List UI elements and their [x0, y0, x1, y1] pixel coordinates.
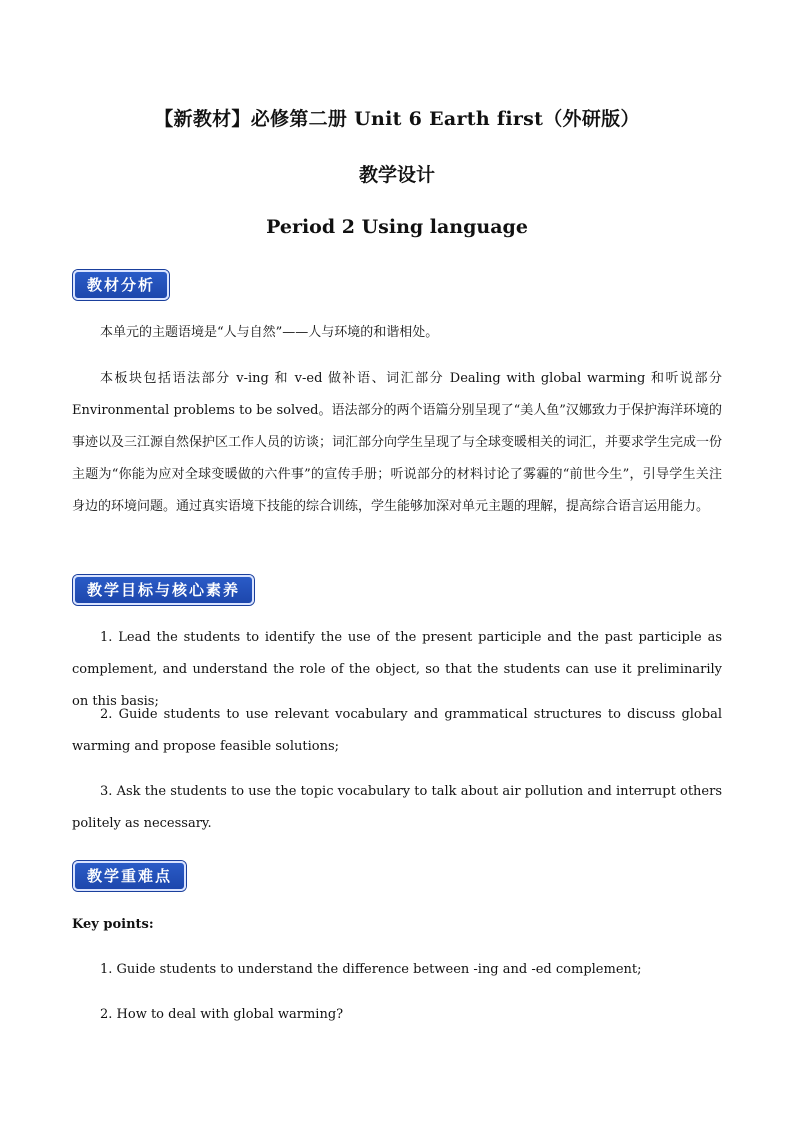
key-points-label: Key points: [72, 917, 154, 932]
document-subtitle: 教学设计 [358, 164, 435, 186]
section-heading-difficulties: 教学重难点 [73, 861, 186, 891]
document-title: 【新教材】必修第二册 Unit 6 Earth first（外研版） [154, 108, 640, 130]
objective-item-3: 3. Ask the students to use the topic vocabulary to talk about air pollution and interrupt others politely as necessary. [72, 784, 722, 831]
analysis-paragraph-1: 本单元的主题语境是“人与自然”——人与环境的和谐相处。 [100, 325, 439, 340]
period-title: Period 2 Using language [266, 216, 528, 238]
section-heading-analysis: 教材分析 [73, 270, 169, 300]
key-point-item-1: 1. Guide students to understand the difference between -ing and -ed complement; [100, 962, 642, 977]
objective-item-2: 2. Guide students to use relevant vocabulary and grammatical structures to discuss global warming and propose feasible solutions; [72, 707, 722, 754]
section-heading-objectives: 教学目标与核心素养 [73, 575, 254, 605]
key-point-item-2: 2. How to deal with global warming? [100, 1007, 344, 1022]
analysis-paragraph-2: 本板块包括语法部分 v-ing 和 v-ed 做补语、词汇部分 Dealing with global warming 和听说部分 Environmental problems to be solved。语法部分的两个语篇分别呈现了“美人鱼”汉娜致力于保护海洋环境的事迹以及三江源自然保护区工作人员的访谈；词汇部分向学生呈现了与全球变暖相关的词汇，并要求学生完成一份主题为“你能为应对全球变暖做的六件事”的宣传手册；听说部分的材料讨论了雾霾的“前世今生”，引导学生关注身边的环境问题。通过真实语境下技能的综合训练，学生能够加深对单元主题的理解，提高综合语言运用能力。 [72, 371, 723, 514]
objective-item-1: 1. Lead the students to identify the use of the present participle and the past participle as complement, and understand the role of the object, so that the students can use it preliminarily on this basis; [72, 630, 722, 709]
